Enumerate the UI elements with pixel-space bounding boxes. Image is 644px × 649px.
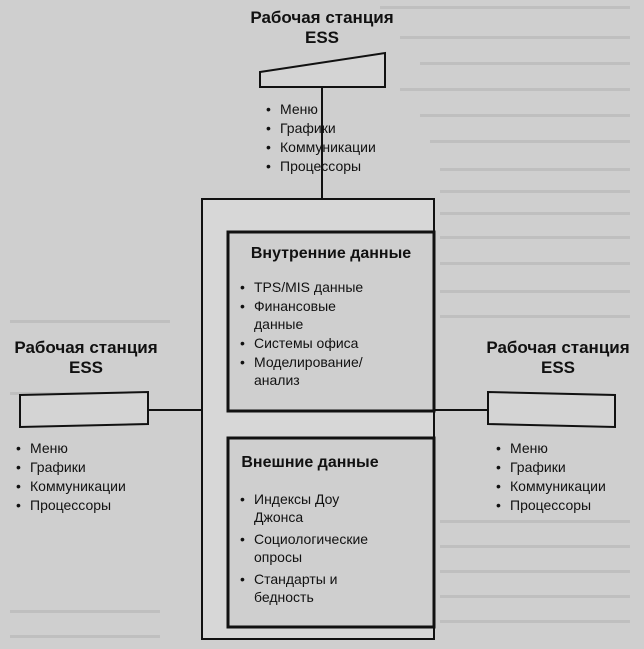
list-item: • Процессоры <box>496 496 636 515</box>
left-workstation-title-line1: Рабочая станция <box>14 338 158 357</box>
left-workstation-list <box>16 439 186 515</box>
top-monitor-shape <box>260 53 385 87</box>
list-item: • Финансовые данные <box>238 297 374 333</box>
list-item: • Коммуникации <box>266 138 426 157</box>
list-item: • Графики <box>496 458 636 477</box>
list-item: • Процессоры <box>266 157 426 176</box>
external-data-list <box>238 490 424 607</box>
left-workstation-title-line2: ESS <box>68 358 104 377</box>
top-workstation-title <box>222 8 422 48</box>
list-item: • Меню <box>496 439 636 458</box>
list-item: • Моделирование/ анализ <box>238 353 394 389</box>
list-item: • Коммуникации <box>16 477 186 496</box>
list-item: • Графики <box>16 458 186 477</box>
external-data-title: Внешние данные <box>241 454 379 471</box>
top-workstation-list <box>266 100 426 176</box>
list-item: • Меню <box>266 100 426 119</box>
list-item: • Социологические опросы <box>238 530 394 566</box>
list-item: • Меню <box>16 439 186 458</box>
right-workstation-title-line1: Рабочая станция <box>486 338 630 357</box>
internal-data-title: Внутренние данные <box>250 245 412 262</box>
left-monitor-shape <box>20 392 148 427</box>
right-workstation-title-line2: ESS <box>540 358 576 377</box>
internal-data-list <box>238 278 424 390</box>
right-workstation-list <box>496 439 636 515</box>
list-item: • Системы офиса <box>238 334 424 352</box>
list-item: • Индексы Доу Джонса <box>238 490 364 526</box>
list-item: • Коммуникации <box>496 477 636 496</box>
list-item: • TPS/MIS данные <box>238 278 424 296</box>
left-workstation-title <box>6 338 166 378</box>
top-workstation-title-line2: ESS <box>304 28 340 47</box>
list-item: • Графики <box>266 119 426 138</box>
right-monitor-shape <box>488 392 615 427</box>
list-item: • Стандарты и бедность <box>238 570 364 606</box>
right-workstation-title <box>478 338 638 378</box>
top-workstation-title-line1: Рабочая станция <box>250 8 394 27</box>
list-item: • Процессоры <box>16 496 186 515</box>
